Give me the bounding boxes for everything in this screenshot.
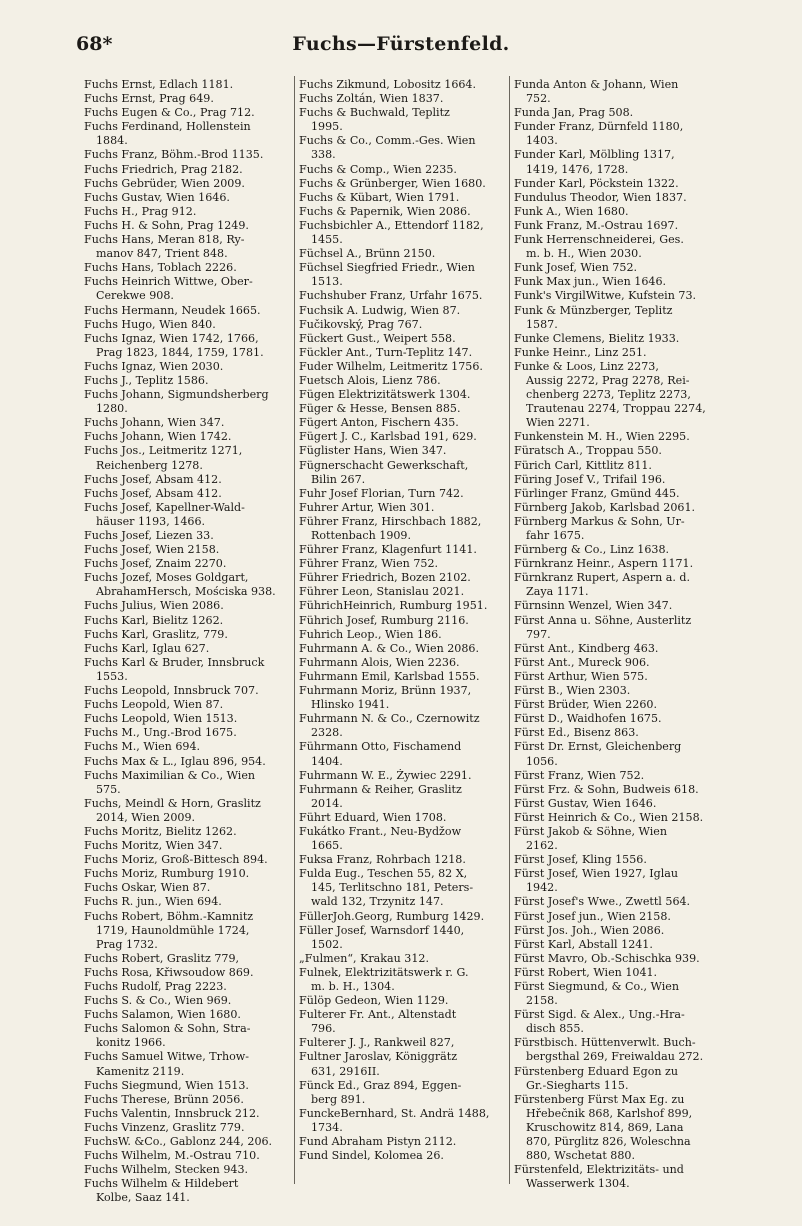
directory-entry-line: Fürst Frz. & Sohn, Budweis 618.	[514, 782, 699, 796]
directory-entry-line: Fuchs Max & L., Iglau 896, 954.	[84, 754, 266, 768]
directory-entry-line: Fürst Mavro, Ob.-Schischka 939.	[514, 951, 700, 965]
directory-entry-line: Fuchs Ernst, Prag 649.	[84, 92, 214, 106]
directory-entry-line: Fuchs, Meindl & Horn, Graslitz	[84, 796, 261, 810]
page-number: 68*	[76, 33, 113, 55]
directory-entry-line: Fuchs Robert, Graslitz 779,	[84, 951, 240, 965]
directory-entry-line: Fuchs Hermann, Neudek 1665.	[84, 303, 261, 317]
directory-entry-line: Funder Karl, Pöckstein 1322.	[514, 176, 679, 190]
directory-entry-line: 2328.	[311, 726, 343, 740]
directory-entry-line: 880, Wschetat 880.	[526, 1149, 636, 1163]
directory-entry-line: Fuhrich Leop., Wien 186.	[299, 627, 442, 641]
directory-entry-line: Fuchsik A. Ludwig, Wien 87.	[299, 303, 461, 317]
directory-entry-line: Fuhrmann Alois, Wien 2236.	[299, 655, 460, 669]
directory-entry-line: Kamenitz 2119.	[96, 1064, 185, 1078]
directory-entry-line: Fürst Ant., Mureck 906.	[514, 655, 650, 669]
directory-entry-line: Fuchs Zoltán, Wien 1837.	[299, 92, 444, 106]
directory-entry-line: Führer Franz, Klagenfurt 1141.	[299, 543, 477, 557]
directory-entry-line: Fuchs Josef, Liezen 33.	[84, 529, 214, 542]
directory-entry-line: Fürst Gustav, Wien 1646.	[514, 796, 657, 810]
directory-entry-line: häuser 1193, 1466.	[96, 514, 206, 528]
directory-entry-line: Fuhrmann & Reiher, Graslitz	[299, 782, 462, 796]
directory-entry-line: Fürst Ant., Kindberg 463.	[514, 641, 659, 655]
directory-entry-line: Hlinsko 1941.	[311, 698, 390, 712]
column-divider	[294, 76, 295, 1184]
directory-entry-line: 797.	[526, 627, 551, 641]
directory-entry-line: Fukátko Frant., Neu-Bydžow	[299, 824, 462, 838]
directory-entry-line: Fügert J. C., Karlsbad 191, 629.	[299, 430, 477, 444]
directory-entry-line: Fulterer Fr. Ant., Altenstadt	[299, 1008, 457, 1022]
directory-entry-line: Fuchs Josef, Znaim 2270.	[84, 557, 227, 571]
directory-entry-line: Fuchs H. & Sohn, Prag 1249.	[84, 218, 249, 232]
directory-entry-line: 1513.	[311, 275, 343, 289]
directory-entry-line: 338.	[311, 148, 336, 162]
directory-entry-line: Funk A., Wien 1680.	[514, 204, 629, 218]
directory-entry-line: 1404.	[311, 754, 343, 768]
directory-entry-line: „Fulmen“, Krakau 312.	[299, 951, 430, 965]
directory-entry-line: Fürnkranz Heinr., Aspern 1171.	[514, 557, 694, 571]
directory-entry-line: Fuchs M., Ung.-Brod 1675.	[84, 726, 237, 740]
directory-entry-line: Fuchs Hans, Meran 818, Ry-	[84, 233, 245, 247]
directory-entry-line: Fülöp Gedeon, Wien 1129.	[299, 994, 449, 1008]
directory-entry-line: Füchsel A., Brünn 2150.	[299, 247, 436, 261]
directory-entry-line: Fürst Robert, Wien 1041.	[514, 965, 658, 979]
directory-entry-line: 2014, Wien 2009.	[96, 810, 196, 824]
directory-entry-line: Fuchs Maximilian & Co., Wien	[84, 768, 256, 782]
directory-entry-line: Fürst D., Waidhofen 1675.	[514, 712, 662, 726]
directory-entry-line: 1056.	[526, 754, 558, 768]
directory-entry-line: 1419, 1476, 1728.	[526, 162, 629, 176]
directory-entry-line: Fuchs Eugen & Co., Prag 712.	[84, 106, 255, 120]
directory-entry-line: Führt Eduard, Wien 1708.	[299, 810, 447, 824]
directory-entry-line: Prag 1823, 1844, 1759, 1781.	[96, 345, 264, 359]
directory-entry-line: Fuchs & Grünberger, Wien 1680.	[299, 176, 486, 190]
directory-entry-line: Fürst Jos. Joh., Wien 2086.	[514, 923, 665, 937]
directory-entry-line: Fuchs Leopold, Wien 1513.	[84, 712, 238, 726]
directory-entry-line: Fundulus Theodor, Wien 1837.	[514, 190, 687, 204]
directory-entry-line: Funda Anton & Johann, Wien	[514, 78, 679, 91]
page-title: Fuchs—Fürstenfeld.	[292, 33, 510, 55]
directory-entry-line: 2158.	[526, 994, 558, 1008]
directory-entry-line: 1403.	[526, 134, 558, 148]
directory-entry-line: Fuchs Josef, Absam 412.	[84, 472, 222, 486]
directory-entry-line: Fürnberg & Co., Linz 1638.	[514, 543, 670, 557]
directory-entry-line: Füring Josef V., Trifail 196.	[514, 472, 666, 486]
directory-entry-line: Fultner Jaroslav, Königgrätz	[299, 1050, 458, 1064]
directory-entry-line: Funke Heinr., Linz 251.	[514, 345, 647, 359]
directory-entry-line: Wien 2271.	[526, 416, 590, 430]
directory-entry-line: Fürnsinn Wenzel, Wien 347.	[514, 599, 673, 613]
directory-entry-line: Füger & Hesse, Bensen 885.	[299, 402, 461, 416]
directory-entry-line: Fuhrer Artur, Wien 301.	[299, 500, 435, 514]
directory-entry-line: Fuchs J., Teplitz 1586.	[84, 373, 209, 387]
directory-entry-line: Fuchs Karl, Bielitz 1262.	[84, 613, 224, 627]
directory-entry-line: Fuchsbichler A., Ettendorf 1182,	[299, 218, 484, 232]
directory-entry-line: 1502.	[311, 937, 343, 951]
directory-entry-line: Fuchs Johann, Wien 1742.	[84, 430, 232, 444]
directory-entry-line: Fürst Josef, Wien 1927, Iglau	[514, 867, 679, 881]
directory-entry-line: 1455.	[311, 233, 343, 247]
directory-entry-line: Fuchs Ignaz, Wien 2030.	[84, 359, 224, 373]
directory-entry-line: manov 847, Trient 848.	[96, 247, 228, 261]
directory-entry-line: Fuchs & Papernik, Wien 2086.	[299, 204, 471, 218]
directory-entry-line: Fuchs Valentin, Innsbruck 212.	[84, 1106, 260, 1120]
directory-entry-line: Fürlinger Franz, Gmünd 445.	[514, 486, 680, 500]
directory-entry-line: 1995.	[311, 120, 343, 134]
directory-entry-line: 1665.	[311, 839, 343, 853]
directory-entry-line: Fuchs Hugo, Wien 840.	[84, 317, 216, 331]
directory-entry-line: Fürst Brüder, Wien 2260.	[514, 698, 657, 712]
directory-column-2	[299, 78, 507, 1163]
directory-entry-line: Fulda Eug., Teschen 55, 82 X,	[299, 867, 468, 881]
directory-entry-line: Gr.-Siegharts 115.	[526, 1078, 629, 1092]
directory-entry-line: Fuchs Leopold, Innsbruck 707.	[84, 684, 259, 698]
directory-entry-line: m. b. H., Wien 2030.	[526, 247, 642, 261]
directory-entry-line: Führich Josef, Rumburg 2116.	[299, 613, 469, 627]
directory-entry-line: Fürnkranz Rupert, Aspern a. d.	[514, 571, 691, 585]
directory-entry-line: Fuhr Josef Florian, Turn 742.	[299, 486, 464, 500]
directory-entry-line: Funkenstein M. H., Wien 2295.	[514, 430, 690, 444]
directory-entry-line: Fünck Ed., Graz 894, Eggen-	[299, 1078, 462, 1092]
directory-entry-line: Fuchs Josef, Wien 2158.	[84, 543, 220, 557]
directory-entry-line: Fuchs & Co., Comm.-Ges. Wien	[299, 134, 476, 148]
directory-entry-line: Fuchs R. jun., Wien 694.	[84, 895, 222, 909]
directory-entry-line: Fuder Wilhelm, Leitmeritz 1756.	[299, 359, 483, 373]
directory-entry-line: chenberg 2273, Teplitz 2273,	[526, 388, 691, 402]
directory-entry-line: 1280.	[96, 402, 128, 416]
directory-entry-line: Fürst Franz, Wien 752.	[514, 768, 645, 782]
directory-entry-line: Fuchs Moriz, Rumburg 1910.	[84, 867, 250, 881]
directory-entry-line: Funk's VirgilWitwe, Kufstein 73.	[514, 289, 697, 303]
directory-entry-line: Fuksa Franz, Rohrbach 1218.	[299, 853, 466, 867]
directory-entry-line: Fürst Karl, Abstall 1241.	[514, 937, 653, 951]
directory-entry-line: 575.	[96, 782, 121, 796]
directory-entry-line: Fürst Ed., Bisenz 863.	[514, 726, 639, 740]
directory-entry-line: Führer Leon, Stanislau 2021.	[299, 585, 465, 599]
directory-entry-line: Fuchs Gustav, Wien 1646.	[84, 190, 230, 204]
directory-entry-line: Fuhrmann N. & Co., Czernowitz	[299, 712, 480, 726]
directory-entry-line: 2014.	[311, 796, 343, 810]
directory-entry-line: Fuchs Jozef, Moses Goldgart,	[84, 571, 249, 585]
directory-entry-line: Fuchs Moritz, Bielitz 1262.	[84, 824, 237, 838]
directory-entry-line: berg 891.	[311, 1092, 366, 1106]
directory-entry-line: Fuchs H., Prag 912.	[84, 204, 197, 218]
directory-entry-line: 2162.	[526, 839, 558, 853]
directory-entry-line: Fuchs Moriz, Groß-Bittesch 894.	[84, 853, 268, 867]
directory-entry-line: Zaya 1171.	[526, 585, 589, 599]
directory-entry-line: Fulterer J. J., Rankweil 827,	[299, 1036, 455, 1050]
directory-entry-line: Fürstenberg Fürst Max Eg. zu	[514, 1092, 685, 1106]
directory-entry-line: Fuchs Ferdinand, Hollenstein	[84, 120, 251, 134]
directory-entry-line: Fuchs Oskar, Wien 87.	[84, 881, 211, 895]
directory-entry-line: FunckeBernhard, St. Andrä 1488,	[299, 1106, 490, 1120]
directory-entry-line: Fuetsch Alois, Lienz 786.	[299, 373, 441, 387]
directory-entry-line: 1942.	[526, 881, 558, 895]
directory-entry-line: Fuchs Vinzenz, Graslitz 779.	[84, 1120, 245, 1134]
directory-entry-line: Funk Herrenschneiderei, Ges.	[514, 233, 684, 247]
directory-entry-line: Fuchs Therese, Brünn 2056.	[84, 1092, 244, 1106]
directory-entry-line: AbrahamHersch, Mościska 938.	[96, 585, 276, 599]
directory-entry-line: Fürst Dr. Ernst, Gleichenberg	[514, 740, 682, 754]
directory-entry-line: Wasserwerk 1304.	[526, 1177, 630, 1191]
directory-entry-line: konitz 1966.	[96, 1036, 166, 1050]
directory-entry-line: Fürstenberg Eduard Egon zu	[514, 1064, 679, 1078]
directory-entry-line: Fügert Anton, Fischern 435.	[299, 416, 459, 430]
directory-entry-line: Hřebečnik 868, Karlshof 899,	[526, 1106, 693, 1120]
directory-entry-line: Fuchs Samuel Witwe, Trhow-	[84, 1050, 250, 1064]
directory-entry-line: Fuchs Salamon, Wien 1680.	[84, 1008, 241, 1022]
directory-entry-line: Fürst Anna u. Söhne, Austerlitz	[514, 613, 692, 627]
directory-entry-line: Füller Josef, Warnsdorf 1440,	[299, 923, 465, 937]
directory-entry-line: Bilin 267.	[311, 472, 366, 486]
directory-entry-line: Fuchshuber Franz, Urfahr 1675.	[299, 289, 483, 303]
directory-entry-line: Fuchs Karl, Iglau 627.	[84, 641, 210, 655]
directory-entry-line: Funder Franz, Dürnfeld 1180,	[514, 120, 684, 134]
directory-entry-line: Funder Karl, Mölbling 1317,	[514, 148, 675, 162]
directory-entry-line: FuchsW. &Co., Gablonz 244, 206.	[84, 1135, 273, 1149]
directory-entry-line: Funk Max jun., Wien 1646.	[514, 275, 667, 289]
directory-entry-line: Fückert Gust., Weipert 558.	[299, 331, 456, 345]
directory-entry-line: Fuchs Wilhelm & Hildebert	[84, 1177, 239, 1191]
directory-entry-line: Fuchs Johann, Sigmundsherberg	[84, 388, 269, 402]
directory-entry-line: Fuchs Wilhelm, Stecken 943.	[84, 1163, 249, 1177]
directory-entry-line: Fuchs Ernst, Edlach 1181.	[84, 78, 234, 91]
directory-entry-line: Fuchs Franz, Böhm.-Brod 1135.	[84, 148, 264, 162]
directory-entry-line: Funke Clemens, Bielitz 1933.	[514, 331, 680, 345]
directory-entry-line: Fuhrmann Moriz, Brünn 1937,	[299, 684, 472, 698]
directory-entry-line: Füchsel Siegfried Friedr., Wien	[299, 261, 475, 275]
directory-entry-line: Fuchs Gebrüder, Wien 2009.	[84, 176, 245, 190]
directory-entry-line: disch 855.	[526, 1022, 584, 1036]
column-divider	[509, 76, 510, 1184]
directory-entry-line: Fuchs & Buchwald, Teplitz	[299, 106, 450, 120]
directory-entry-line: Fulnek, Elektrizitätswerk r. G.	[299, 965, 469, 979]
directory-entry-line: Rottenbach 1909.	[311, 529, 412, 542]
directory-entry-line: Fuchs Salomon & Sohn, Stra-	[84, 1022, 251, 1036]
directory-entry-line: m. b. H., 1304.	[311, 980, 395, 993]
directory-entry-line: Fürnberg Markus & Sohn, Ur-	[514, 514, 685, 528]
directory-entry-line: Funk Josef, Wien 752.	[514, 261, 638, 275]
directory-entry-line: Fürst Sigd. & Alex., Ung.-Hra-	[514, 1008, 685, 1022]
directory-entry-line: Fund Sindel, Kolomea 26.	[299, 1149, 444, 1163]
directory-entry-line: 631, 2916II.	[311, 1064, 380, 1078]
directory-entry-line: Funda Jan, Prag 508.	[514, 106, 634, 120]
directory-entry-line: Fuchs Ignaz, Wien 1742, 1766,	[84, 331, 259, 345]
directory-entry-line: Funk & Münzberger, Teplitz	[514, 303, 673, 317]
directory-entry-line: Fuchs Siegmund, Wien 1513.	[84, 1078, 249, 1092]
directory-entry-line: Fuchs Friedrich, Prag 2182.	[84, 162, 243, 176]
directory-entry-line: Fürst Siegmund, & Co., Wien	[514, 980, 680, 993]
directory-entry-line: Füratsch A., Troppau 550.	[514, 444, 662, 458]
directory-entry-line: 752.	[526, 92, 551, 106]
directory-entry-line: FüllerJoh.Georg, Rumburg 1429.	[299, 909, 485, 923]
directory-entry-line: Reichenberg 1278.	[96, 458, 203, 472]
directory-entry-line: Fürst B., Wien 2303.	[514, 684, 631, 698]
directory-entry-line: Fuchs Johann, Wien 347.	[84, 416, 225, 430]
directory-entry-line: Fuchs Zikmund, Lobositz 1664.	[299, 78, 477, 91]
directory-entry-line: Kruschowitz 814, 869, Lana	[526, 1120, 684, 1134]
directory-entry-line: Fuhrmann Emil, Karlsbad 1555.	[299, 669, 480, 683]
directory-entry-line: Fürstbisch. Hüttenverwlt. Buch-	[514, 1036, 696, 1050]
directory-entry-line: 870, Pürglitz 826, Woleschna	[526, 1135, 691, 1149]
directory-entry-line: Fučikovský, Prag 767.	[299, 317, 423, 331]
directory-entry-line: Fuchs Wilhelm, M.-Ostrau 710.	[84, 1149, 260, 1163]
directory-entry-line: Fuchs Josef, Absam 412.	[84, 486, 222, 500]
directory-entry-line: Fürst Josef's Wwe., Zwettl 564.	[514, 895, 691, 909]
directory-entry-line: Fuchs & Kübart, Wien 1791.	[299, 190, 460, 204]
directory-entry-line: Fuchs Heinrich Wittwe, Ober-	[84, 275, 253, 289]
directory-entry-line: Fuchs Julius, Wien 2086.	[84, 599, 224, 613]
directory-entry-line: Führer Franz, Wien 752.	[299, 557, 439, 571]
directory-entry-line: Fürich Carl, Kittlitz 811.	[514, 458, 652, 472]
directory-entry-line: Fuhrmann W. E., Żywiec 2291.	[299, 768, 472, 782]
directory-entry-line: Fuchs Leopold, Wien 87.	[84, 698, 224, 712]
directory-entry-line: Fügnerschacht Gewerkschaft,	[299, 458, 469, 472]
directory-entry-line: Fürst Heinrich & Co., Wien 2158.	[514, 810, 704, 824]
directory-entry-line: Kolbe, Saaz 141.	[96, 1191, 190, 1205]
directory-entry-line: 796.	[311, 1022, 336, 1036]
directory-entry-line: Prag 1732.	[96, 937, 158, 951]
directory-entry-line: Führmann Otto, Fischamend	[299, 740, 462, 754]
directory-entry-line: Führer Franz, Hirschbach 1882,	[299, 514, 482, 528]
directory-entry-line: Fuchs M., Wien 694.	[84, 740, 201, 754]
directory-column-1	[84, 78, 294, 1206]
directory-entry-line: Fuchs & Comp., Wien 2235.	[299, 162, 457, 176]
directory-entry-line: Fürst Josef, Kling 1556.	[514, 853, 647, 867]
directory-entry-line: 1884.	[96, 134, 128, 148]
directory-entry-line: 1719, Haunoldmühle 1724,	[96, 923, 250, 937]
directory-entry-line: Fuchs Jos., Leitmeritz 1271,	[84, 444, 243, 458]
directory-entry-line: Fuhrmann A. & Co., Wien 2086.	[299, 641, 480, 655]
directory-entry-line: bergsthal 269, Freiwaldau 272.	[526, 1050, 704, 1064]
directory-entry-line: Funke & Loos, Linz 2273,	[514, 359, 659, 373]
directory-entry-line: Trautenau 2274, Troppau 2274,	[526, 402, 706, 416]
directory-entry-line: 1734.	[311, 1120, 343, 1134]
directory-entry-line: Fuchs Hans, Toblach 2226.	[84, 261, 237, 275]
directory-entry-line: Fügen Elektrizitätswerk 1304.	[299, 388, 471, 402]
directory-entry-line: Fund Abraham Pistyn 2112.	[299, 1135, 457, 1149]
directory-entry-line: 1553.	[96, 669, 128, 683]
directory-entry-line: Fürst Arthur, Wien 575.	[514, 669, 648, 683]
directory-entry-line: Fürstenfeld, Elektrizitäts- und	[514, 1163, 684, 1177]
directory-entry-line: Cerekwe 908.	[96, 289, 174, 303]
directory-entry-line: Fuchs Moritz, Wien 347.	[84, 839, 223, 853]
directory-entry-line: Funk Franz, M.-Ostrau 1697.	[514, 218, 679, 232]
directory-entry-line: Fuchs Rosa, Křiwsoudow 869.	[84, 965, 254, 979]
directory-entry-line: 1587.	[526, 317, 558, 331]
directory-entry-line: Fürst Jakob & Söhne, Wien	[514, 824, 667, 838]
directory-entry-line: Fuchs Robert, Böhm.-Kamnitz	[84, 909, 254, 923]
directory-entry-line: wald 132, Trzynitz 147.	[311, 895, 444, 909]
directory-entry-line: Fuchs Karl, Graslitz, 779.	[84, 627, 228, 641]
directory-entry-line: Fürnberg Jakob, Karlsbad 2061.	[514, 500, 696, 514]
directory-entry-line: FührichHeinrich, Rumburg 1951.	[299, 599, 488, 613]
directory-entry-line: Fürst Josef jun., Wien 2158.	[514, 909, 671, 923]
directory-entry-line: Fuchs Josef, Kapellner-Wald-	[84, 500, 245, 514]
directory-entry-line: Fuchs Karl & Bruder, Innsbruck	[84, 655, 265, 669]
directory-entry-line: Fuchs S. & Co., Wien 969.	[84, 994, 232, 1008]
directory-entry-line: Fückler Ant., Turn-Teplitz 147.	[299, 345, 473, 359]
directory-entry-line: 145, Terlitschno 181, Peters-	[311, 881, 474, 895]
directory-entry-line: Fuchs Rudolf, Prag 2223.	[84, 980, 227, 993]
directory-entry-line: Aussig 2272, Prag 2278, Rei-	[526, 373, 690, 387]
directory-entry-line: Füglister Hans, Wien 347.	[299, 444, 447, 458]
directory-column-3	[514, 78, 722, 1191]
directory-entry-line: Führer Friedrich, Bozen 2102.	[299, 571, 471, 585]
directory-entry-line: fahr 1675.	[526, 529, 585, 542]
